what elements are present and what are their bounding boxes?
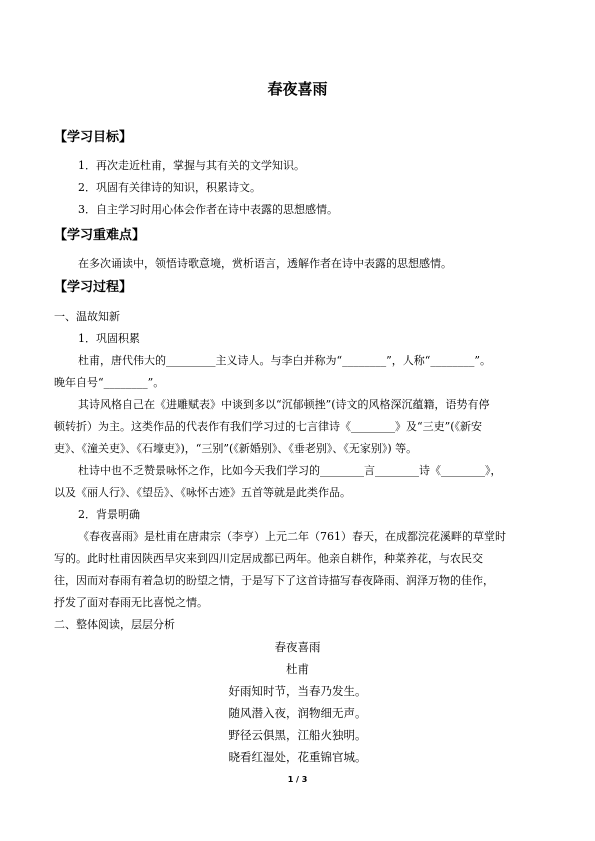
poem-title: 春夜喜雨 [274, 640, 321, 654]
paragraph-line: 顿转折）为主。这类作品的代表作有我们学习过的七言律诗《________》及“三吏”(《新安 [54, 420, 483, 433]
poem-line-2: 随风潜入夜，润物细无声。 [228, 706, 367, 720]
paragraph-line: 写的。此时杜甫因陕西旱灾来到四川定居成都已两年。他亲自耕作，种菜养花，与农民交 [54, 552, 483, 565]
section-heading-key-points: 【学习重难点】 [54, 228, 146, 243]
part-heading-2: 二、整体阅读，层层分析 [54, 618, 175, 631]
paragraph-line: 吏》、《潼关吏》、《石壕吏》)，“三别”(《新婚别》、《垂老别》、《无家别》) 等。 [54, 442, 418, 455]
poem-author: 杜甫 [286, 662, 309, 676]
section-heading-goals: 【学习目标】 [54, 130, 133, 145]
part-heading-1: 一、温故知新 [54, 310, 120, 323]
paragraph-line: 杜诗中也不乏赞景咏怀之作，比如今天我们学习的________言________诗《________》， [78, 464, 502, 477]
paragraph-line: 其诗风格自己在《进雕赋表》中谈到多以“沉郁顿挫”(诗文的风格深沉蕴籍，语势有停 [78, 398, 490, 411]
poem-line-4: 晓看红湿处，花重锦官城。 [228, 750, 367, 764]
section-heading-process: 【学习过程】 [54, 280, 133, 295]
key-points-text: 在多次诵读中，领悟诗歌意境，赏析语言，透解作者在诗中表露的思想感情。 [78, 257, 452, 270]
paragraph-line: 抒发了面对春雨无比喜悦之情。 [54, 596, 208, 609]
poem-line-3: 野径云俱黑，江船火独明。 [228, 728, 367, 742]
page-title: 春夜喜雨 [267, 80, 328, 98]
paragraph-line: 往，因而对春雨有着急切的盼望之情，于是写下了这首诗描写春夜降雨、润泽万物的佳作， [54, 574, 494, 587]
goal-item-2: 2．巩固有关律诗的知识，积累诗文。 [78, 181, 261, 194]
poem-line-1: 好雨知时节，当春乃发生。 [228, 684, 367, 698]
paragraph-line: 杜甫，唐代伟大的_________主义诗人。与李白并称为“________”，人称“________”。 [78, 354, 491, 367]
subheading-review: 1．巩固积累 [78, 332, 140, 345]
goal-item-3: 3．自主学习时用心体会作者在诗中表露的思想感情。 [78, 203, 338, 216]
page-number: 1 / 3 [287, 775, 308, 784]
subheading-background: 2．背景明确 [78, 508, 140, 521]
paragraph-line: 晚年自号“________”。 [54, 376, 165, 389]
paragraph-line: 以及《丽人行》、《望岳》、《咏怀古迹》五首等就是此类作品。 [54, 486, 351, 499]
goal-item-1: 1．再次走近杜甫，掌握与其有关的文学知识。 [78, 159, 305, 172]
paragraph-line: 《春夜喜雨》是杜甫在唐肃宗（李亨）上元二年（761）春天，在成都浣花溪畔的草堂时 [78, 530, 506, 543]
